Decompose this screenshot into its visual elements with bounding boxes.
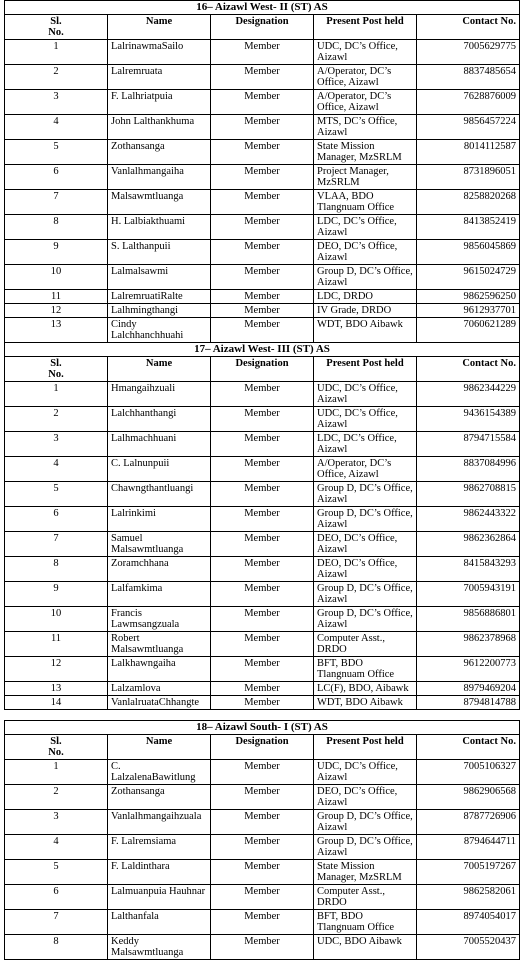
name-cell: F. Lalremsiama [108, 835, 211, 860]
sl-cell: 3 [5, 90, 108, 115]
section-title: 18– Aizawl South- I (ST) AS [5, 721, 520, 735]
post-cell: UDC, DC’s Office, Aizawl [314, 407, 417, 432]
post-cell: UDC, BDO Aibawk [314, 935, 417, 960]
table-row [5, 265, 520, 290]
table-row [5, 557, 520, 582]
post-cell: Group D, DC’s Office, Aizawl [314, 810, 417, 835]
contact-cell: 8413852419 [417, 215, 520, 240]
post-cell: DEO, DC’s Office, Aizawl [314, 532, 417, 557]
sl-cell: 14 [5, 696, 108, 710]
contact-cell: 9615024729 [417, 265, 520, 290]
sl-cell: 8 [5, 557, 108, 582]
table-row [5, 810, 520, 835]
header-row [5, 357, 520, 382]
post-cell: DEO, DC’s Office, Aizawl [314, 785, 417, 810]
sl-cell: 11 [5, 632, 108, 657]
name-cell: Lalmalsawmi [108, 265, 211, 290]
designation-header: Designation [211, 357, 314, 382]
table-row [5, 40, 520, 65]
designation-cell: Member [211, 65, 314, 90]
sl-cell: 8 [5, 215, 108, 240]
contact-cell: 7005943191 [417, 582, 520, 607]
post-cell: LDC, DRDO [314, 290, 417, 304]
post-cell: Group D, DC’s Office, Aizawl [314, 482, 417, 507]
designation-cell: Member [211, 657, 314, 682]
table-row [5, 910, 520, 935]
sl-cell: 5 [5, 860, 108, 885]
post-cell: LDC, DC’s Office, Aizawl [314, 215, 417, 240]
name-cell: Lalfamkima [108, 582, 211, 607]
designation-cell: Member [211, 304, 314, 318]
post-cell: DEO, DC’s Office, Aizawl [314, 557, 417, 582]
table-row [5, 290, 520, 304]
name-cell: Malsawmtluanga [108, 190, 211, 215]
contact-cell: 9862443322 [417, 507, 520, 532]
sl-cell: 5 [5, 482, 108, 507]
designation-cell: Member [211, 810, 314, 835]
post-cell: LC(F), BDO, Aibawk [314, 682, 417, 696]
table-row [5, 90, 520, 115]
sl-cell: 13 [5, 682, 108, 696]
designation-cell: Member [211, 265, 314, 290]
table-row [5, 240, 520, 265]
sl-header [5, 357, 108, 382]
section-gap [0, 710, 524, 720]
table-row [5, 885, 520, 910]
table-row [5, 582, 520, 607]
header-row [5, 735, 520, 760]
sl-cell: 7 [5, 190, 108, 215]
designation-cell: Member [211, 696, 314, 710]
designation-cell: Member [211, 90, 314, 115]
contact-cell: 9856045869 [417, 240, 520, 265]
name-cell: Vanlalhmangaihzuala [108, 810, 211, 835]
table-row [5, 457, 520, 482]
sl-cell: 1 [5, 760, 108, 785]
designation-cell: Member [211, 935, 314, 960]
sl-cell: 13 [5, 318, 108, 343]
name-cell: F. Laldinthara [108, 860, 211, 885]
sl-cell: 7 [5, 532, 108, 557]
sl-cell: 1 [5, 40, 108, 65]
post-cell: LDC, DC’s Office, Aizawl [314, 432, 417, 457]
sl-cell: 7 [5, 910, 108, 935]
name-cell: Lalhmingthangi [108, 304, 211, 318]
header-row [5, 15, 520, 40]
designation-cell: Member [211, 382, 314, 407]
table-row [5, 507, 520, 532]
sl-header-line: Sl. [50, 358, 62, 369]
name-cell: Lalmuanpuia Hauhnar [108, 885, 211, 910]
contact-cell: 9862378968 [417, 632, 520, 657]
name-cell: S. Lalthanpuii [108, 240, 211, 265]
contact-header: Contact No. [417, 15, 520, 40]
name-cell: Lalkhawngaiha [108, 657, 211, 682]
table-row [5, 382, 520, 407]
contact-cell: 8837485654 [417, 65, 520, 90]
name-cell: Zothansanga [108, 785, 211, 810]
designation-cell: Member [211, 860, 314, 885]
table-row [5, 432, 520, 457]
name-cell: Lalrinkimi [108, 507, 211, 532]
sl-cell: 9 [5, 240, 108, 265]
name-cell: LalremruatiRalte [108, 290, 211, 304]
sl-cell: 12 [5, 304, 108, 318]
table-group-1 [4, 0, 520, 710]
name-cell: Lalthanfala [108, 910, 211, 935]
contact-cell: 9436154389 [417, 407, 520, 432]
designation-cell: Member [211, 785, 314, 810]
name-header: Name [108, 735, 211, 760]
designation-cell: Member [211, 318, 314, 343]
post-cell: Computer Asst., DRDO [314, 632, 417, 657]
post-cell: Group D, DC’s Office, Aizawl [314, 835, 417, 860]
name-cell: VanlalruataChhangte [108, 696, 211, 710]
contact-cell: 9862708815 [417, 482, 520, 507]
sl-cell: 9 [5, 582, 108, 607]
name-cell: C. Lalnunpuii [108, 457, 211, 482]
sl-header-line: Sl. [50, 736, 62, 747]
sl-cell: 4 [5, 457, 108, 482]
contact-cell: 9856457224 [417, 115, 520, 140]
contact-cell: 9856886801 [417, 607, 520, 632]
contact-cell: 8794715584 [417, 432, 520, 457]
name-cell: Hmangaihzuali [108, 382, 211, 407]
contact-cell: 8787726906 [417, 810, 520, 835]
contact-cell: 8415843293 [417, 557, 520, 582]
post-cell: State Mission Manager, MzSRLM [314, 140, 417, 165]
post-cell: UDC, DC’s Office, Aizawl [314, 382, 417, 407]
table-row [5, 835, 520, 860]
sl-header [5, 15, 108, 40]
sl-cell: 8 [5, 935, 108, 960]
sl-cell: 2 [5, 407, 108, 432]
designation-cell: Member [211, 215, 314, 240]
contact-cell: 8794644711 [417, 835, 520, 860]
sl-header-line: No. [48, 27, 64, 38]
designation-cell: Member [211, 910, 314, 935]
name-cell: Cindy Lalchhanchhuahi [108, 318, 211, 343]
post-cell: UDC, DC’s Office, Aizawl [314, 40, 417, 65]
contact-cell: 8837084996 [417, 457, 520, 482]
name-cell: LalrinawmaSailo [108, 40, 211, 65]
section-title-row [5, 1, 520, 15]
designation-cell: Member [211, 165, 314, 190]
contact-cell: 9862362864 [417, 532, 520, 557]
contact-cell: 7005106327 [417, 760, 520, 785]
sl-header-line: No. [48, 747, 64, 758]
sl-cell: 3 [5, 432, 108, 457]
table-row [5, 304, 520, 318]
name-header: Name [108, 15, 211, 40]
section-title: 16– Aizawl West- II (ST) AS [5, 1, 520, 15]
designation-cell: Member [211, 432, 314, 457]
contact-cell: 9862344229 [417, 382, 520, 407]
designation-cell: Member [211, 140, 314, 165]
sl-cell: 2 [5, 785, 108, 810]
name-cell: F. Lalhriatpuia [108, 90, 211, 115]
table-row [5, 785, 520, 810]
name-cell: Zoramchhana [108, 557, 211, 582]
sl-cell: 6 [5, 885, 108, 910]
designation-header: Designation [211, 15, 314, 40]
table-row [5, 760, 520, 785]
name-cell: Keddy Malsawmtluanga [108, 935, 211, 960]
contact-cell: 7060621289 [417, 318, 520, 343]
contact-cell: 8014112587 [417, 140, 520, 165]
designation-cell: Member [211, 457, 314, 482]
name-cell: H. Lalbiakthuami [108, 215, 211, 240]
table-row [5, 696, 520, 710]
table-row [5, 482, 520, 507]
designation-cell: Member [211, 190, 314, 215]
table-group-2 [4, 720, 520, 960]
table-row [5, 657, 520, 682]
designation-cell: Member [211, 240, 314, 265]
post-cell: State Mission Manager, MzSRLM [314, 860, 417, 885]
sl-cell: 10 [5, 265, 108, 290]
contact-cell: 9862596250 [417, 290, 520, 304]
table-row [5, 165, 520, 190]
name-cell: Lalzamlova [108, 682, 211, 696]
name-cell: Zothansanga [108, 140, 211, 165]
designation-cell: Member [211, 482, 314, 507]
name-header: Name [108, 357, 211, 382]
table-row [5, 318, 520, 343]
sl-header [5, 735, 108, 760]
designation-cell: Member [211, 682, 314, 696]
post-cell: VLAA, BDO Tlangnuam Office [314, 190, 417, 215]
contact-cell: 7005197267 [417, 860, 520, 885]
contact-header: Contact No. [417, 357, 520, 382]
table-row [5, 860, 520, 885]
name-cell: John Lalthankhuma [108, 115, 211, 140]
post-cell: BFT, BDO Tlangnuam Office [314, 657, 417, 682]
name-cell: Vanlalhmangaiha [108, 165, 211, 190]
post-header: Present Post held [314, 735, 417, 760]
name-cell: Samuel Malsawmtluanga [108, 532, 211, 557]
table-row [5, 407, 520, 432]
sl-cell: 4 [5, 115, 108, 140]
section-title: 17– Aizawl West- III (ST) AS [5, 343, 520, 357]
table-row [5, 935, 520, 960]
contact-cell: 7005629775 [417, 40, 520, 65]
table-row [5, 607, 520, 632]
table-row [5, 632, 520, 657]
table-row [5, 532, 520, 557]
sl-header-line: No. [48, 369, 64, 380]
post-cell: IV Grade, DRDO [314, 304, 417, 318]
designation-cell: Member [211, 557, 314, 582]
designation-cell: Member [211, 885, 314, 910]
designation-cell: Member [211, 760, 314, 785]
sl-cell: 6 [5, 507, 108, 532]
designation-cell: Member [211, 507, 314, 532]
sl-cell: 5 [5, 140, 108, 165]
post-cell: Group D, DC’s Office, Aizawl [314, 582, 417, 607]
post-cell: A/Operator, DC’s Office, Aizawl [314, 65, 417, 90]
name-cell: Chawngthantluangi [108, 482, 211, 507]
post-cell: UDC, DC’s Office, Aizawl [314, 760, 417, 785]
post-cell: WDT, BDO Aibawk [314, 318, 417, 343]
post-cell: Project Manager, MzSRLM [314, 165, 417, 190]
contact-cell: 8794814788 [417, 696, 520, 710]
table-row [5, 190, 520, 215]
table-row [5, 682, 520, 696]
designation-cell: Member [211, 607, 314, 632]
post-cell: Group D, DC’s Office, Aizawl [314, 607, 417, 632]
name-cell: Lalchhanthangi [108, 407, 211, 432]
designation-cell: Member [211, 835, 314, 860]
designation-cell: Member [211, 632, 314, 657]
designation-cell: Member [211, 290, 314, 304]
contact-cell: 9612937701 [417, 304, 520, 318]
contact-cell: 9862582061 [417, 885, 520, 910]
post-cell: DEO, DC’s Office, Aizawl [314, 240, 417, 265]
designation-cell: Member [211, 582, 314, 607]
contact-cell: 8258820268 [417, 190, 520, 215]
sl-cell: 12 [5, 657, 108, 682]
contact-cell: 7005520437 [417, 935, 520, 960]
post-cell: A/Operator, DC’s Office, Aizawl [314, 90, 417, 115]
name-cell: Lalhmachhuani [108, 432, 211, 457]
sl-cell: 4 [5, 835, 108, 860]
table-row [5, 115, 520, 140]
post-cell: WDT, BDO Aibawk [314, 696, 417, 710]
post-cell: Group D, DC’s Office, Aizawl [314, 507, 417, 532]
designation-cell: Member [211, 40, 314, 65]
post-cell: A/Operator, DC’s Office, Aizawl [314, 457, 417, 482]
post-cell: MTS, DC’s Office, Aizawl [314, 115, 417, 140]
designation-cell: Member [211, 532, 314, 557]
contact-cell: 8979469204 [417, 682, 520, 696]
name-cell: C. LalzalenaBawitlung [108, 760, 211, 785]
table-row [5, 65, 520, 90]
contact-cell: 7628876009 [417, 90, 520, 115]
name-cell: Robert Malsawmtluanga [108, 632, 211, 657]
sl-cell: 6 [5, 165, 108, 190]
section-title-row [5, 343, 520, 357]
post-cell: Computer Asst., DRDO [314, 885, 417, 910]
sl-cell: 2 [5, 65, 108, 90]
section-title-row [5, 721, 520, 735]
post-header: Present Post held [314, 15, 417, 40]
sl-cell: 10 [5, 607, 108, 632]
name-cell: Lalremruata [108, 65, 211, 90]
post-header: Present Post held [314, 357, 417, 382]
sl-header-line: Sl. [50, 16, 62, 27]
designation-cell: Member [211, 407, 314, 432]
contact-cell: 8731896051 [417, 165, 520, 190]
designation-cell: Member [211, 115, 314, 140]
contact-cell: 9862906568 [417, 785, 520, 810]
contact-cell: 8974054017 [417, 910, 520, 935]
sl-cell: 3 [5, 810, 108, 835]
table-row [5, 215, 520, 240]
designation-header: Designation [211, 735, 314, 760]
sl-cell: 1 [5, 382, 108, 407]
post-cell: BFT, BDO Tlangnuam Office [314, 910, 417, 935]
sl-cell: 11 [5, 290, 108, 304]
contact-cell: 9612200773 [417, 657, 520, 682]
post-cell: Group D, DC’s Office, Aizawl [314, 265, 417, 290]
name-cell: Francis Lawmsangzuala [108, 607, 211, 632]
contact-header: Contact No. [417, 735, 520, 760]
table-row [5, 140, 520, 165]
